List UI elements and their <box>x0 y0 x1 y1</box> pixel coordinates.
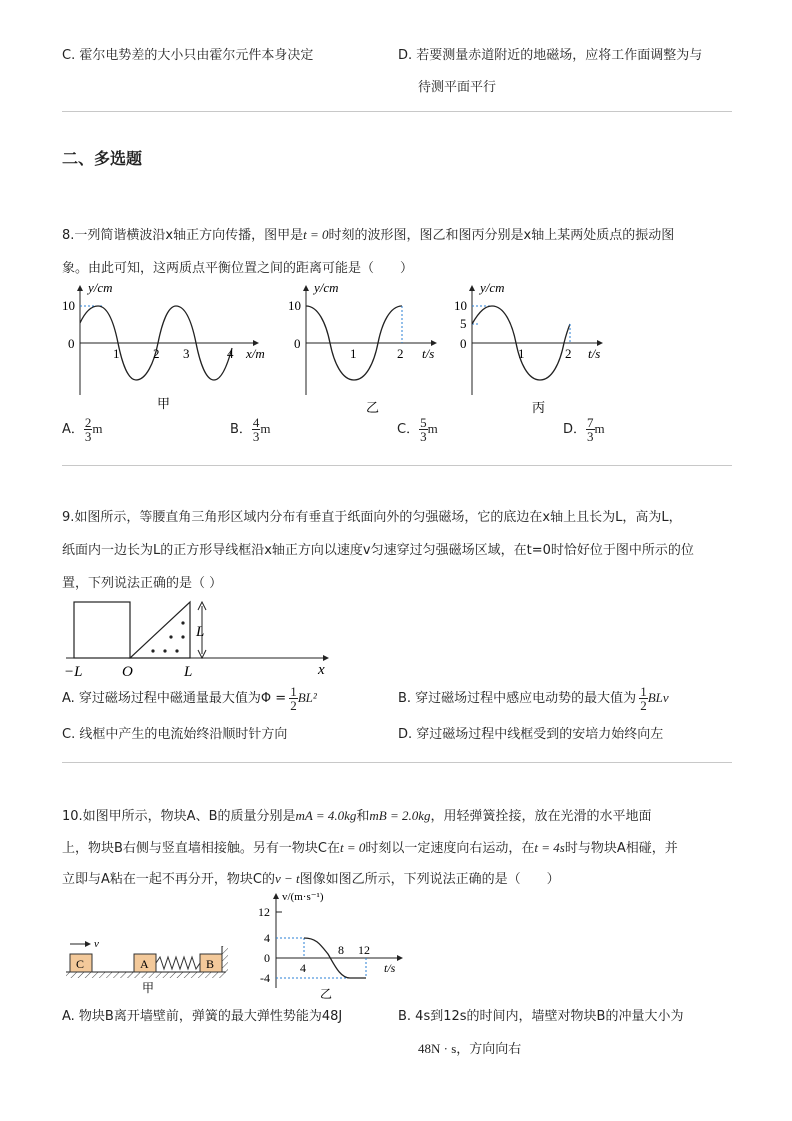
spring <box>156 957 200 969</box>
divider <box>62 465 732 466</box>
caption: 丙 <box>532 400 546 415</box>
tick-x-2: 2 <box>565 346 572 361</box>
option-c-prev: C. 霍尔电势差的大小只由霍尔元件本身决定 <box>62 48 314 63</box>
tick-y-10: 10 <box>288 298 301 313</box>
field-dot <box>181 635 184 638</box>
fraction: $\frac{4}{3}$ <box>252 415 260 444</box>
option-d-prev-line1: D. 若要测量赤道附近的地磁场，应将工作面调整为与 <box>398 48 703 63</box>
tick-x-3: 3 <box>183 346 190 361</box>
q10-option-b-line2: 48N · s，方向向右 <box>418 1041 522 1056</box>
q8-line2: 象。由此可知，这两质点平衡位置之间的距离可能是（ ） <box>62 261 414 276</box>
caption: 乙 <box>320 987 333 1000</box>
label-x: x <box>318 662 325 678</box>
q9-figure <box>62 596 342 684</box>
field-dot <box>163 649 166 652</box>
x-label: t/s <box>384 961 396 975</box>
divider <box>62 762 732 763</box>
caption: 乙 <box>366 400 380 415</box>
q9-line1: 9.如图所示，等腰直角三角形区域内分布有垂直于纸面向外的匀强磁场，它的底边在x轴上且长为L，高为L， <box>62 510 682 525</box>
field-dot <box>181 621 184 624</box>
q9-option-d[interactable]: D. 穿过磁场过程中线框受到的安培力始终向左 <box>398 727 664 742</box>
field-dot <box>169 635 172 638</box>
label-origin: O <box>122 664 133 680</box>
tick-y-0: 0 <box>68 336 75 351</box>
tick-y-5: 5 <box>460 316 467 331</box>
label-a: A <box>140 957 149 971</box>
y-label: y/cm <box>480 280 505 295</box>
tick-y-0: 0 <box>460 336 467 351</box>
tick-x-8: 8 <box>338 943 344 957</box>
q10-line2: 上，物块B右侧与竖直墙相接触。另有一物块C在t = 0时刻以一定速度向右运动，在t = 4s时与物块A相碰，并 <box>62 840 678 856</box>
label-b: B <box>206 957 215 971</box>
q10-line3: 立即与A粘在一起不再分开，物块C的v − t图像如图乙所示，下列说法正确的是（ ） <box>62 871 560 887</box>
q9-line3: 置，下列说法正确的是（ ） <box>62 576 223 591</box>
label-neg-l: −L <box>64 664 83 680</box>
q9-line2: 纸面内一边长为L的正方形导线框沿x轴正方向以速度v匀速穿过匀强磁场区域，在t=0时恰好位于图中所示的位 <box>62 543 694 558</box>
q10-figure-yi <box>252 888 412 1000</box>
tick-y-0: 0 <box>264 951 270 965</box>
square-frame <box>74 602 130 658</box>
fraction: $\frac{1}{2}$ <box>640 684 647 713</box>
label-v: v <box>94 938 99 950</box>
field-dot <box>151 649 154 652</box>
wall-hatch <box>222 946 228 972</box>
label-c: C <box>76 957 85 971</box>
q8-graph-yi <box>286 280 446 415</box>
tick-y-10: 10 <box>454 298 467 313</box>
q9-option-a[interactable]: A. 穿过磁场过程中磁通量最大值为Φ = $\frac{1}{2}$ BL² <box>62 684 317 713</box>
tick-y-12: 12 <box>258 905 270 919</box>
fraction: $\frac{7}{3}$ <box>587 415 594 444</box>
tick-x-1: 1 <box>518 346 525 361</box>
q9-option-b[interactable]: B. 穿过磁场过程中感应电动势的最大值为 $\frac{1}{2}$ BLv <box>398 684 669 713</box>
q9-option-c[interactable]: C. 线框中产生的电流始终沿顺时针方向 <box>62 727 288 742</box>
x-label: t/s <box>588 346 601 361</box>
tick-x-1: 1 <box>350 346 357 361</box>
q10-figure-jia <box>62 930 232 996</box>
caption: 甲 <box>157 396 171 411</box>
label-height: L <box>196 624 205 640</box>
q8-line1: 8.一列简谐横波沿x轴正方向传播，图甲是t = 0时刻的波形图，图乙和图丙分别是x轴上某两处质点的振动图 <box>62 227 675 243</box>
y-label: v/(m·s⁻¹) <box>282 891 324 903</box>
tick-y-10: 10 <box>62 298 75 313</box>
q8-graph-jia <box>62 280 282 415</box>
tick-x-2: 2 <box>397 346 404 361</box>
tick-x-12: 12 <box>358 943 370 957</box>
q8-option-d[interactable]: D． $\frac{7}{3}$ m <box>563 415 605 444</box>
tick-x-4: 4 <box>300 961 306 975</box>
q8-option-c[interactable]: C． $\frac{5}{3}$ m <box>397 415 438 444</box>
fraction: $\frac{1}{2}$ <box>290 684 297 713</box>
q8-eq-t0: t = 0 <box>303 227 329 242</box>
x-label: x/m <box>246 346 265 361</box>
q8-graph-bing <box>452 280 612 415</box>
triangle-field <box>130 602 190 658</box>
q10-line1: 10.如图甲所示，物块A、B的质量分别是mA = 4.0kg和mB = 2.0kg，用轻弹簧拴接，放在光滑的水平地面 <box>62 808 652 824</box>
y-label: y/cm <box>314 280 339 295</box>
fraction: $\frac{5}{3}$ <box>420 415 427 444</box>
divider <box>62 111 732 112</box>
label-l: L <box>184 664 193 680</box>
q10-option-a[interactable]: A. 物块B离开墙壁前，弹簧的最大弹性势能为48J <box>62 1009 343 1024</box>
fraction: $\frac{2}{3}$ <box>84 415 92 444</box>
caption: 甲 <box>142 981 155 995</box>
tick-y-4: 4 <box>264 931 270 945</box>
tick-x-2: 2 <box>153 346 160 361</box>
tick-y-0: 0 <box>294 336 301 351</box>
section-title: 二、多选题 <box>62 149 143 168</box>
field-dot <box>175 649 178 652</box>
tick-x-1: 1 <box>113 346 120 361</box>
y-label: y/cm <box>88 280 113 295</box>
q10-option-b-line1[interactable]: B. 4s到12s的时间内，墙壁对物块B的冲量大小为 <box>398 1009 684 1024</box>
option-d-prev-line2: 待测平面平行 <box>418 80 497 95</box>
q8-option-b[interactable]: B． $\frac{4}{3}$ m <box>230 415 271 444</box>
x-label: t/s <box>422 346 435 361</box>
q8-option-a[interactable]: A． $\frac{2}{3}$ m <box>62 415 103 444</box>
ground-hatch <box>66 972 226 978</box>
tick-x-4: 4 <box>227 346 234 361</box>
tick-y-neg4: -4 <box>260 971 270 985</box>
